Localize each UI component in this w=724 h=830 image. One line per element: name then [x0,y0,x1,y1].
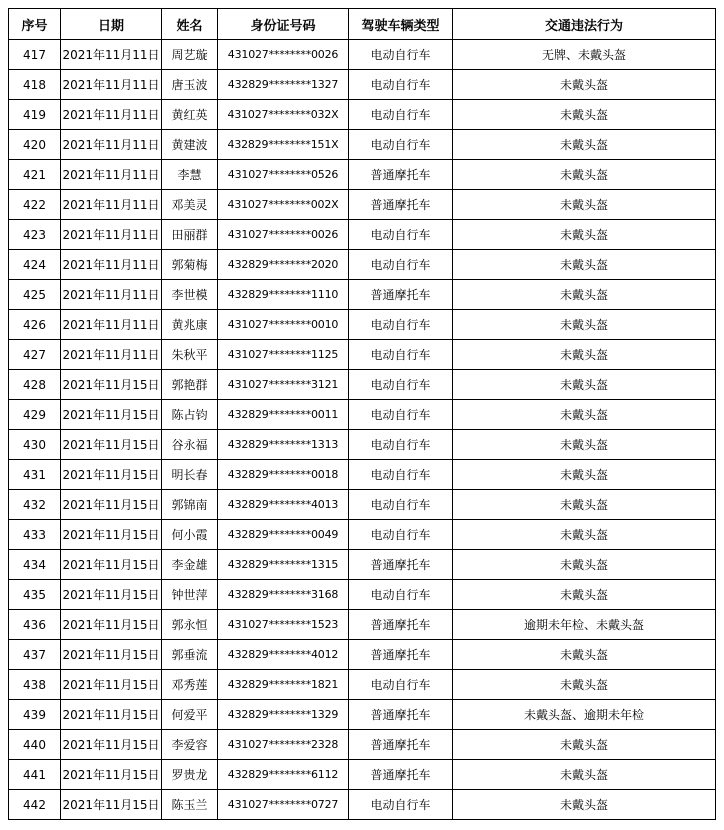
id-number-cell: 432829********0011 [218,400,349,430]
id-number-cell: 431027********2328 [218,730,349,760]
id-number-cell: 432829********151X [218,130,349,160]
date-cell: 2021年11月11日 [61,250,162,280]
date-cell: 2021年11月15日 [61,730,162,760]
violation-cell: 未戴头盔 [453,250,716,280]
date-cell: 2021年11月15日 [61,550,162,580]
name-cell: 郭垂流 [162,640,218,670]
serial-cell: 438 [9,670,61,700]
vehicle-type-cell: 普通摩托车 [349,700,453,730]
name-cell: 郭艳群 [162,370,218,400]
name-cell: 黄建波 [162,130,218,160]
vehicle-type-cell: 普通摩托车 [349,760,453,790]
vehicle-type-cell: 普通摩托车 [349,640,453,670]
id-number-cell: 432829********1821 [218,670,349,700]
date-cell: 2021年11月15日 [61,400,162,430]
table-row [9,430,716,460]
date-cell: 2021年11月11日 [61,190,162,220]
serial-cell: 431 [9,460,61,490]
name-cell: 何小霞 [162,520,218,550]
id-number-cell: 432829********1327 [218,70,349,100]
violation-cell: 未戴头盔 [453,490,716,520]
vehicle-type-cell: 电动自行车 [349,130,453,160]
violation-cell: 未戴头盔 [453,550,716,580]
table-row [9,160,716,190]
vehicle-type-cell: 电动自行车 [349,250,453,280]
serial-cell: 426 [9,310,61,340]
violation-cell: 未戴头盔 [453,580,716,610]
id-number-cell: 432829********3168 [218,580,349,610]
vehicle-type-cell: 电动自行车 [349,430,453,460]
name-cell: 黄兆康 [162,310,218,340]
vehicle-type-cell: 电动自行车 [349,370,453,400]
vehicle-type-cell: 电动自行车 [349,670,453,700]
header-vehicle-type: 驾驶车辆类型 [349,9,453,40]
serial-cell: 429 [9,400,61,430]
table-row [9,790,716,820]
name-cell: 陈占钧 [162,400,218,430]
violation-cell: 未戴头盔 [453,190,716,220]
serial-cell: 419 [9,100,61,130]
table-row [9,760,716,790]
table-row [9,550,716,580]
table-row [9,310,716,340]
violation-table-container [8,8,716,820]
serial-cell: 421 [9,160,61,190]
violation-cell: 未戴头盔 [453,340,716,370]
name-cell: 李世模 [162,280,218,310]
table-row [9,250,716,280]
serial-cell: 433 [9,520,61,550]
violation-cell: 未戴头盔 [453,790,716,820]
serial-cell: 417 [9,40,61,70]
id-number-cell: 431027********1523 [218,610,349,640]
date-cell: 2021年11月15日 [61,430,162,460]
violation-cell: 无牌、未戴头盔 [453,40,716,70]
name-cell: 唐玉波 [162,70,218,100]
table-row [9,670,716,700]
serial-cell: 437 [9,640,61,670]
id-number-cell: 431027********0026 [218,40,349,70]
header-row [9,9,716,40]
vehicle-type-cell: 电动自行车 [349,100,453,130]
name-cell: 李爱容 [162,730,218,760]
violation-cell: 未戴头盔、逾期未年检 [453,700,716,730]
vehicle-type-cell: 电动自行车 [349,580,453,610]
table-row [9,700,716,730]
violation-cell: 未戴头盔 [453,160,716,190]
name-cell: 明长春 [162,460,218,490]
serial-cell: 427 [9,340,61,370]
violation-cell: 未戴头盔 [453,280,716,310]
name-cell: 郭菊梅 [162,250,218,280]
date-cell: 2021年11月15日 [61,580,162,610]
serial-cell: 440 [9,730,61,760]
id-number-cell: 432829********4012 [218,640,349,670]
vehicle-type-cell: 电动自行车 [349,310,453,340]
id-number-cell: 431027********032X [218,100,349,130]
header-serial: 序号 [9,9,61,40]
table-row [9,340,716,370]
name-cell: 李慧 [162,160,218,190]
table-row [9,190,716,220]
table-row [9,220,716,250]
serial-cell: 424 [9,250,61,280]
violation-cell: 未戴头盔 [453,220,716,250]
name-cell: 邓美灵 [162,190,218,220]
name-cell: 黄红英 [162,100,218,130]
vehicle-type-cell: 普通摩托车 [349,610,453,640]
id-number-cell: 432829********1329 [218,700,349,730]
id-number-cell: 432829********4013 [218,490,349,520]
name-cell: 何爱平 [162,700,218,730]
table-row [9,400,716,430]
table-row [9,100,716,130]
name-cell: 周艺璇 [162,40,218,70]
id-number-cell: 431027********0010 [218,310,349,340]
violation-cell: 未戴头盔 [453,640,716,670]
id-number-cell: 431027********3121 [218,370,349,400]
serial-cell: 428 [9,370,61,400]
table-row [9,460,716,490]
name-cell: 钟世萍 [162,580,218,610]
table-row [9,280,716,310]
id-number-cell: 432829********1110 [218,280,349,310]
violation-cell: 未戴头盔 [453,760,716,790]
violation-cell: 未戴头盔 [453,130,716,160]
id-number-cell: 432829********0018 [218,460,349,490]
id-number-cell: 431027********0526 [218,160,349,190]
name-cell: 李金雄 [162,550,218,580]
vehicle-type-cell: 普通摩托车 [349,190,453,220]
date-cell: 2021年11月15日 [61,640,162,670]
vehicle-type-cell: 普通摩托车 [349,730,453,760]
violation-cell: 未戴头盔 [453,70,716,100]
header-id-number: 身份证号码 [218,9,349,40]
violation-cell: 未戴头盔 [453,670,716,700]
serial-cell: 436 [9,610,61,640]
date-cell: 2021年11月15日 [61,370,162,400]
header-name: 姓名 [162,9,218,40]
vehicle-type-cell: 电动自行车 [349,460,453,490]
vehicle-type-cell: 电动自行车 [349,220,453,250]
table-row [9,70,716,100]
name-cell: 郭锦南 [162,490,218,520]
id-number-cell: 432829********2020 [218,250,349,280]
name-cell: 谷永福 [162,430,218,460]
vehicle-type-cell: 电动自行车 [349,400,453,430]
name-cell: 邓秀莲 [162,670,218,700]
traffic-violation-table [8,8,716,820]
name-cell: 朱秋平 [162,340,218,370]
date-cell: 2021年11月15日 [61,490,162,520]
date-cell: 2021年11月11日 [61,220,162,250]
date-cell: 2021年11月11日 [61,40,162,70]
serial-cell: 441 [9,760,61,790]
name-cell: 郭永恒 [162,610,218,640]
serial-cell: 432 [9,490,61,520]
name-cell: 田丽群 [162,220,218,250]
serial-cell: 420 [9,130,61,160]
table-row [9,520,716,550]
violation-cell: 未戴头盔 [453,520,716,550]
violation-cell: 未戴头盔 [453,430,716,460]
id-number-cell: 432829********1313 [218,430,349,460]
date-cell: 2021年11月11日 [61,280,162,310]
vehicle-type-cell: 电动自行车 [349,790,453,820]
serial-cell: 425 [9,280,61,310]
date-cell: 2021年11月11日 [61,130,162,160]
date-cell: 2021年11月15日 [61,790,162,820]
id-number-cell: 432829********1315 [218,550,349,580]
vehicle-type-cell: 电动自行车 [349,520,453,550]
table-row [9,370,716,400]
table-row [9,610,716,640]
date-cell: 2021年11月15日 [61,700,162,730]
date-cell: 2021年11月15日 [61,460,162,490]
table-row [9,130,716,160]
vehicle-type-cell: 普通摩托车 [349,280,453,310]
vehicle-type-cell: 普通摩托车 [349,550,453,580]
name-cell: 罗贵龙 [162,760,218,790]
id-number-cell: 431027********0026 [218,220,349,250]
date-cell: 2021年11月15日 [61,520,162,550]
id-number-cell: 432829********6112 [218,760,349,790]
id-number-cell: 431027********002X [218,190,349,220]
id-number-cell: 431027********1125 [218,340,349,370]
date-cell: 2021年11月11日 [61,70,162,100]
date-cell: 2021年11月11日 [61,160,162,190]
table-row [9,40,716,70]
date-cell: 2021年11月11日 [61,340,162,370]
vehicle-type-cell: 普通摩托车 [349,160,453,190]
serial-cell: 418 [9,70,61,100]
header-violation: 交通违法行为 [453,9,716,40]
date-cell: 2021年11月15日 [61,670,162,700]
date-cell: 2021年11月11日 [61,310,162,340]
vehicle-type-cell: 电动自行车 [349,70,453,100]
serial-cell: 442 [9,790,61,820]
table-row [9,640,716,670]
violation-cell: 未戴头盔 [453,310,716,340]
table-row [9,580,716,610]
table-row [9,490,716,520]
vehicle-type-cell: 电动自行车 [349,340,453,370]
id-number-cell: 431027********0727 [218,790,349,820]
serial-cell: 434 [9,550,61,580]
date-cell: 2021年11月15日 [61,760,162,790]
violation-cell: 未戴头盔 [453,730,716,760]
violation-cell: 未戴头盔 [453,460,716,490]
serial-cell: 430 [9,430,61,460]
serial-cell: 435 [9,580,61,610]
serial-cell: 423 [9,220,61,250]
violation-cell: 未戴头盔 [453,100,716,130]
violation-cell: 未戴头盔 [453,370,716,400]
header-date: 日期 [61,9,162,40]
date-cell: 2021年11月15日 [61,610,162,640]
serial-cell: 439 [9,700,61,730]
vehicle-type-cell: 电动自行车 [349,40,453,70]
id-number-cell: 432829********0049 [218,520,349,550]
table-row [9,730,716,760]
violation-cell: 逾期未年检、未戴头盔 [453,610,716,640]
serial-cell: 422 [9,190,61,220]
name-cell: 陈玉兰 [162,790,218,820]
violation-cell: 未戴头盔 [453,400,716,430]
date-cell: 2021年11月11日 [61,100,162,130]
table-body [9,40,716,820]
vehicle-type-cell: 电动自行车 [349,490,453,520]
